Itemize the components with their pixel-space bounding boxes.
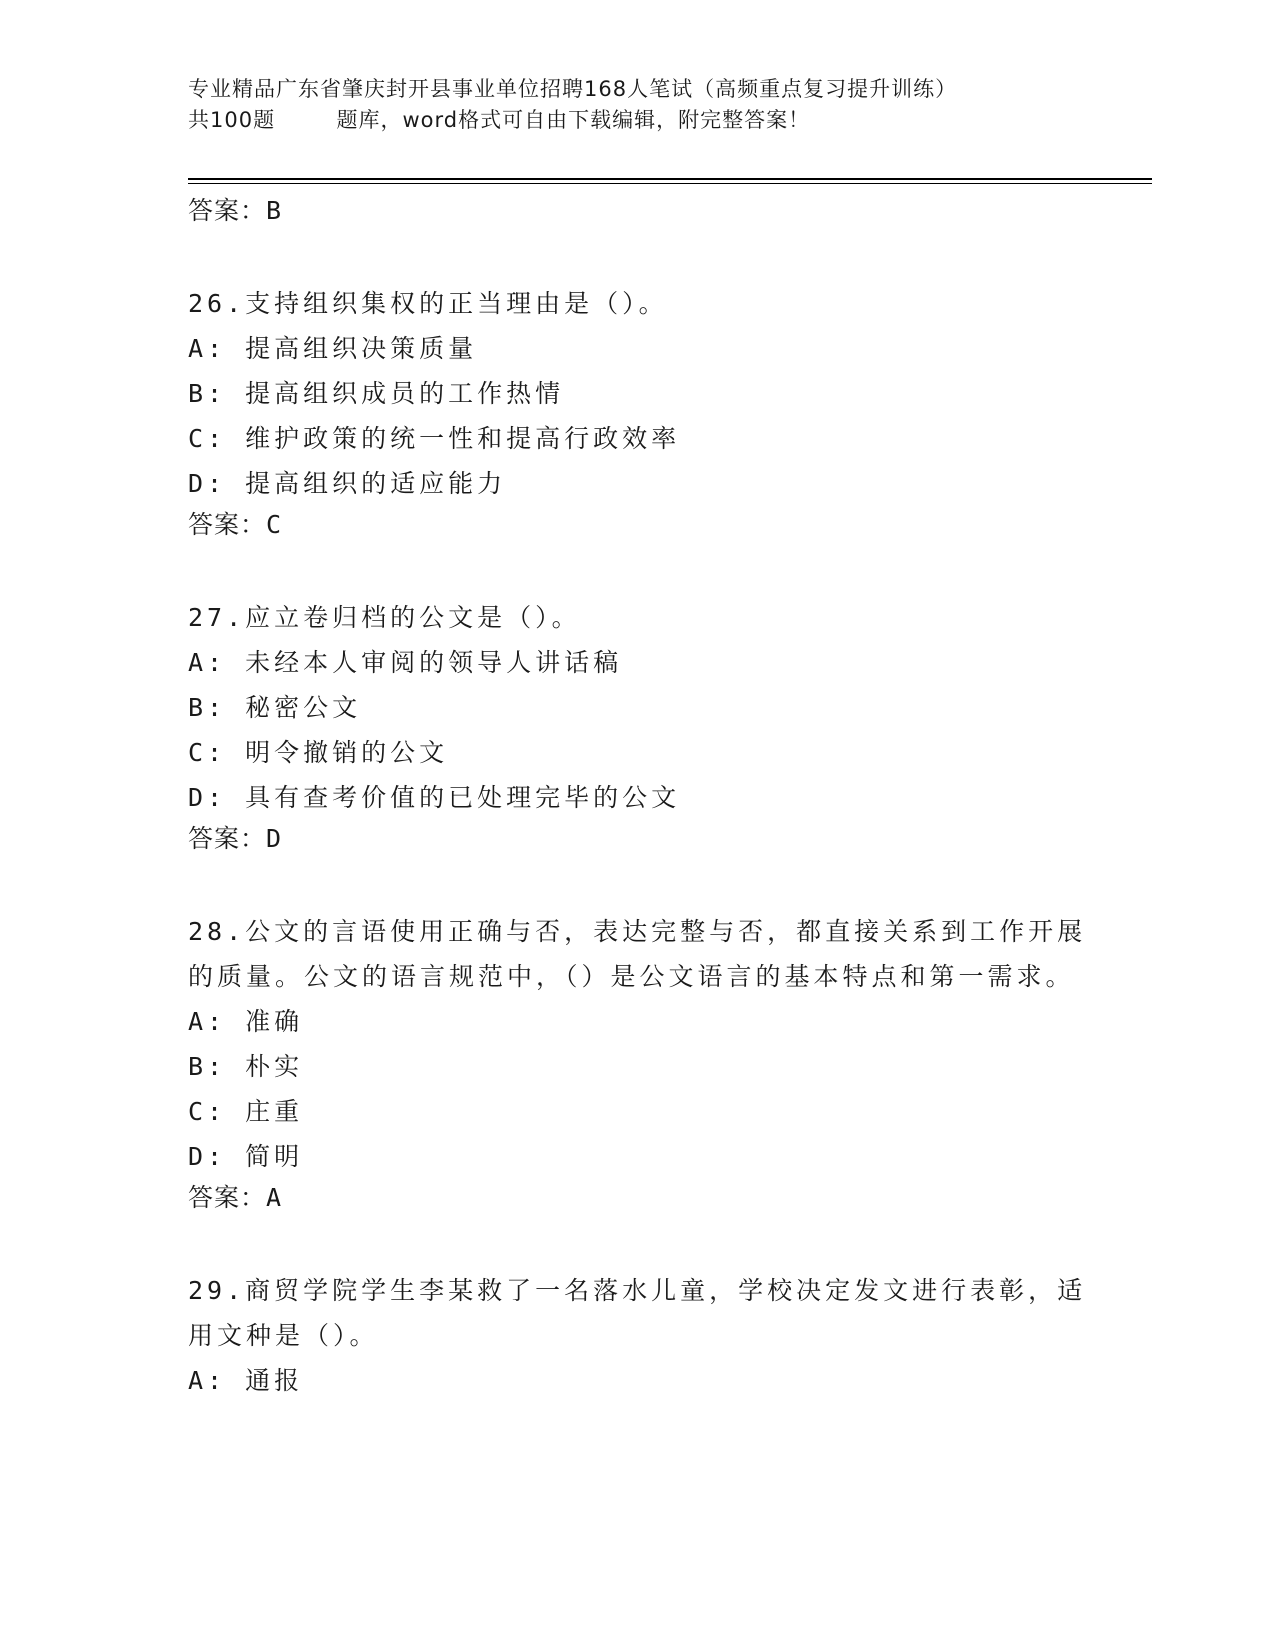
option-b: B: 朴实 <box>188 1052 304 1081</box>
answer-line <box>188 820 1088 858</box>
answer-value: C <box>266 510 283 539</box>
option-a: A: 提高组织决策质量 <box>188 334 478 363</box>
question-stem: 28.公文的言语使用正确与否，表达完整与否，都直接关系到工作开展的质量。公文的语言规范中，（）是公文语言的基本特点和第一需求。 <box>188 917 1087 991</box>
option-a: A: 准确 <box>188 1007 304 1036</box>
question-item <box>188 1268 1088 1403</box>
option-d: D: 提高组织的适应能力 <box>188 469 507 498</box>
header-title-line: 专业精品广东省肇庆封开县事业单位招聘168人笔试（高频重点复习提升训练） <box>188 77 958 101</box>
answer-value: A <box>266 1183 283 1212</box>
question-item <box>188 595 1088 858</box>
answer-line <box>188 1179 1088 1217</box>
question-item <box>188 909 1088 1217</box>
option-d: D: 具有查考价值的已处理完毕的公文 <box>188 783 681 812</box>
answer-label: 答案： <box>188 510 267 539</box>
answer-label: 答案： <box>188 824 267 853</box>
option-a: A: 通报 <box>188 1366 304 1395</box>
answer-line <box>188 192 1088 230</box>
header-subtitle-line: 共100题 题库，word格式可自由下载编辑，附完整答案！ <box>188 108 811 132</box>
header-divider-thin <box>188 183 1152 184</box>
option-c: C: 明令撤销的公文 <box>188 738 449 767</box>
option-d: D: 简明 <box>188 1142 304 1171</box>
option-b: B: 提高组织成员的工作热情 <box>188 379 565 408</box>
option-a: A: 未经本人审阅的领导人讲话稿 <box>188 648 623 677</box>
option-c: C: 庄重 <box>188 1097 304 1126</box>
question-stem: 26.支持组织集权的正当理由是（）。 <box>188 289 668 318</box>
header-divider-thick <box>188 178 1152 180</box>
answer-label: 答案： <box>188 196 267 225</box>
option-b: B: 秘密公文 <box>188 693 362 722</box>
question-stem: 29.商贸学院学生李某救了一名落水儿童，学校决定发文进行表彰，适用文种是（）。 <box>188 1276 1087 1350</box>
option-c: C: 维护政策的统一性和提高行政效率 <box>188 424 681 453</box>
question-list <box>188 192 1088 1403</box>
answer-line <box>188 506 1088 544</box>
question-item <box>188 281 1088 544</box>
answer-label: 答案： <box>188 1183 267 1212</box>
answer-value: D <box>266 824 283 853</box>
question-stem: 27.应立卷归档的公文是（）。 <box>188 603 581 632</box>
page-header <box>188 74 1088 136</box>
answer-value: B <box>266 196 283 225</box>
